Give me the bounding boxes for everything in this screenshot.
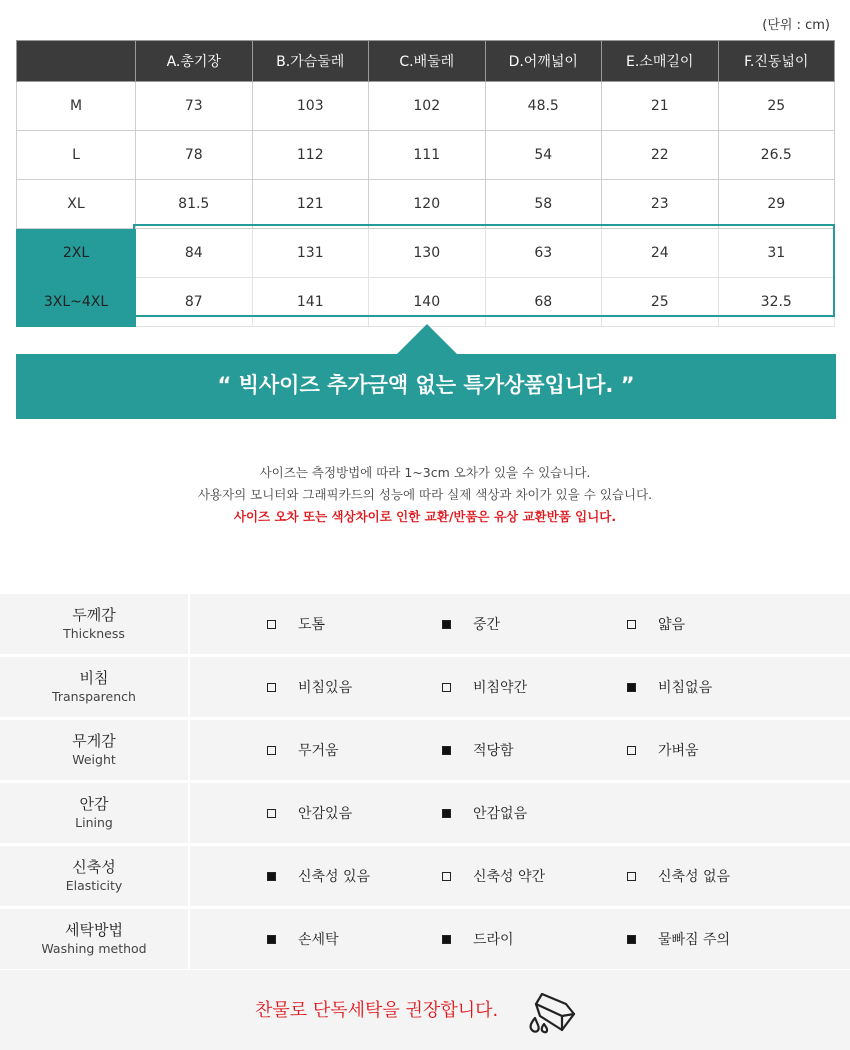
option-label: 비침약간 (473, 680, 528, 696)
property-row (0, 594, 850, 654)
measurement-cell: 121 (252, 180, 369, 229)
property-option (442, 846, 545, 906)
checked-box-icon (442, 746, 451, 755)
property-option (442, 594, 500, 654)
measurement-cell: 23 (602, 180, 719, 229)
unchecked-box-icon (442, 683, 451, 692)
measurement-cell: 84 (136, 229, 253, 278)
option-label: 안감있음 (298, 806, 353, 822)
option-label: 중간 (473, 617, 501, 633)
measurement-cell: 21 (602, 82, 719, 131)
unchecked-box-icon (267, 683, 276, 692)
option-label: 얇음 (658, 617, 686, 633)
measurement-cell: 141 (252, 278, 369, 327)
checked-box-icon (442, 935, 451, 944)
size-cell: 2XL (17, 229, 136, 278)
unchecked-box-icon (267, 809, 276, 818)
property-option (267, 720, 339, 780)
property-name-ko: 신축성 (72, 858, 116, 876)
property-label (0, 720, 190, 780)
header-cell-sleeve: E.소매길이 (602, 41, 719, 82)
option-label: 신축성 없음 (658, 869, 731, 885)
measurement-cell: 24 (602, 229, 719, 278)
property-option (442, 657, 527, 717)
property-label (0, 657, 190, 717)
option-label: 적당함 (473, 743, 514, 759)
option-label: 안감없음 (473, 806, 528, 822)
size-row (17, 180, 835, 229)
property-name-ko: 두께감 (72, 606, 116, 624)
property-row (0, 846, 850, 906)
measurement-cell: 73 (136, 82, 253, 131)
banner-pointer (396, 324, 458, 355)
property-options (190, 594, 850, 654)
size-row (17, 131, 835, 180)
size-cell: XL (17, 180, 136, 229)
measurement-cell: 63 (485, 229, 602, 278)
property-name-en: Washing method (41, 941, 147, 956)
measurement-cell: 29 (718, 180, 835, 229)
unchecked-box-icon (442, 872, 451, 881)
property-options (190, 783, 850, 843)
measurement-cell: 68 (485, 278, 602, 327)
header-cell-armhole: F.진동넓이 (718, 41, 835, 82)
option-label: 무거움 (298, 743, 339, 759)
size-cell: M (17, 82, 136, 131)
property-options (190, 720, 850, 780)
measurement-cell: 87 (136, 278, 253, 327)
property-option (442, 909, 514, 969)
measurement-cell: 130 (369, 229, 486, 278)
property-row (0, 720, 850, 780)
property-option (627, 846, 730, 906)
measurement-cell: 131 (252, 229, 369, 278)
size-chart-table (16, 40, 835, 327)
property-option (267, 594, 325, 654)
checked-box-icon (627, 935, 636, 944)
measurement-cell: 32.5 (718, 278, 835, 327)
bucket-icon (526, 988, 578, 1036)
fabric-properties (0, 594, 850, 972)
note-exchange-warning: 사이즈 오차 또는 색상차이로 인한 교환/반품은 유상 교환반품 입니다. (233, 509, 617, 524)
option-label: 신축성 약간 (473, 869, 546, 885)
checked-box-icon (267, 935, 276, 944)
property-option (627, 909, 730, 969)
option-label: 비침없음 (658, 680, 713, 696)
promo-banner-text: “ 빅사이즈 추가금액 없는 특가상품입니다. ” (217, 373, 635, 397)
note-measurement: 사이즈는 측정방법에 따라 1~3cm 오차가 있을 수 있습니다. (259, 465, 591, 480)
unit-note: (단위 : cm) (762, 18, 830, 33)
measurement-cell: 78 (136, 131, 253, 180)
property-row (0, 657, 850, 717)
unchecked-box-icon (627, 872, 636, 881)
property-option (267, 846, 370, 906)
size-row (17, 229, 835, 278)
property-option (442, 783, 527, 843)
size-row (17, 82, 835, 131)
size-cell: 3XL~4XL (17, 278, 136, 327)
property-label (0, 594, 190, 654)
property-option (627, 720, 699, 780)
property-options (190, 846, 850, 906)
size-cell: L (17, 131, 136, 180)
option-label: 드라이 (473, 932, 514, 948)
header-cell-chest: B.가슴둘레 (252, 41, 369, 82)
size-chart-header-row (17, 41, 835, 82)
property-label (0, 783, 190, 843)
wash-recommendation: 찬물로 단독세탁을 권장합니다. (255, 1000, 499, 1021)
property-name-en: Thickness (63, 626, 125, 641)
option-label: 도톰 (298, 617, 326, 633)
measurement-cell: 140 (369, 278, 486, 327)
note-monitor-color: 사용자의 모니터와 그래픽카드의 성능에 따라 실제 색상과 차이가 있을 수 있습니다. (197, 487, 653, 502)
measurement-cell: 103 (252, 82, 369, 131)
measurement-cell: 25 (718, 82, 835, 131)
header-cell-corner (17, 41, 136, 82)
header-cell-total-length: A.총기장 (136, 41, 253, 82)
property-options (190, 909, 850, 969)
property-option (627, 657, 712, 717)
unchecked-box-icon (627, 746, 636, 755)
property-label (0, 846, 190, 906)
measurement-cell: 102 (369, 82, 486, 131)
measurement-cell: 26.5 (718, 131, 835, 180)
measurement-cell: 48.5 (485, 82, 602, 131)
property-option (267, 783, 352, 843)
property-name-ko: 세탁방법 (65, 921, 123, 939)
measurement-cell: 22 (602, 131, 719, 180)
measurement-cell: 111 (369, 131, 486, 180)
property-name-ko: 무게감 (72, 732, 116, 750)
measurement-cell: 112 (252, 131, 369, 180)
property-name-ko: 안감 (79, 795, 109, 813)
header-cell-shoulder: D.어깨넓이 (485, 41, 602, 82)
property-option (267, 909, 339, 969)
unchecked-box-icon (627, 620, 636, 629)
property-label (0, 909, 190, 969)
option-label: 손세탁 (298, 932, 339, 948)
property-option (627, 594, 685, 654)
property-name-ko: 비침 (79, 669, 109, 687)
header-cell-waist: C.배둘레 (369, 41, 486, 82)
option-label: 신축성 있음 (298, 869, 371, 885)
measurement-cell: 25 (602, 278, 719, 327)
checked-box-icon (627, 683, 636, 692)
property-row (0, 783, 850, 843)
property-options (190, 657, 850, 717)
measurement-cell: 31 (718, 229, 835, 278)
property-name-en: Elasticity (65, 878, 123, 893)
property-option (442, 720, 514, 780)
measurement-cell: 58 (485, 180, 602, 229)
size-notes (0, 462, 850, 528)
property-row (0, 909, 850, 969)
checked-box-icon (267, 872, 276, 881)
checked-box-icon (442, 620, 451, 629)
size-row (17, 278, 835, 327)
unchecked-box-icon (267, 746, 276, 755)
property-name-en: Transparench (52, 689, 136, 704)
option-label: 가벼움 (658, 743, 699, 759)
measurement-cell: 54 (485, 131, 602, 180)
property-name-en: Lining (75, 815, 113, 830)
measurement-cell: 120 (369, 180, 486, 229)
property-option (267, 657, 352, 717)
property-name-en: Weight (72, 752, 116, 767)
option-label: 물빠짐 주의 (658, 932, 731, 948)
measurement-cell: 81.5 (136, 180, 253, 229)
checked-box-icon (442, 809, 451, 818)
unchecked-box-icon (267, 620, 276, 629)
option-label: 비침있음 (298, 680, 353, 696)
